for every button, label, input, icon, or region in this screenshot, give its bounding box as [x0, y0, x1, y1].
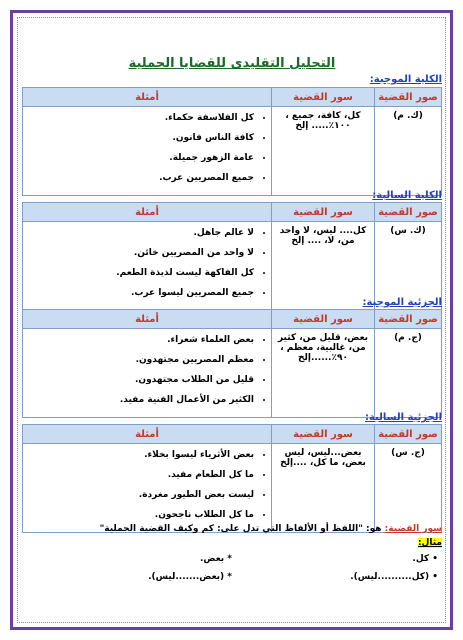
quantifier-text: كل، كافة، جميع ، ١٠٠٪..... إلخ [272, 107, 375, 196]
header-quantifier: سور القضية [272, 310, 375, 329]
example-item: • لا عالم جاهل. [26, 226, 254, 240]
document-content [22, 24, 442, 620]
example-item: • بعض الأثرياء ليسوا بخلاء. [26, 448, 254, 462]
example-item: • لا واحد من المصريين خائن. [26, 246, 254, 260]
example-item: • كل الفلاسفة حكماء. [26, 111, 254, 125]
example-item: • ما كل الطلاب ناجحون. [26, 508, 254, 522]
example-item: • جميع المصريين عرب. [26, 171, 254, 185]
quantifier-text: بعض، قليل من، كثير من، غالبية، معظم ، ٩٠٪......إلخ [272, 329, 375, 418]
form-symbol: (ك. م) [375, 107, 442, 196]
header-forms: صور القضية [375, 310, 442, 329]
example-text: (كل..........ليس). [350, 572, 430, 582]
header-forms: صور القضية [375, 425, 442, 444]
example-item: • ليست بعض الطيور مغردة. [26, 488, 254, 502]
table-universal-affirmative [22, 87, 442, 196]
header-quantifier: سور القضية [272, 88, 375, 107]
example-item: • ما كل الطعام مفيد. [26, 468, 254, 482]
example-item: • بعض العلماء شعراء. [26, 333, 254, 347]
table-particular-negative [22, 424, 442, 533]
header-quantifier: سور القضية [272, 203, 375, 222]
header-examples: أمثلة [23, 425, 272, 444]
examples-cell [23, 444, 272, 533]
header-forms: صور القضية [375, 88, 442, 107]
header-examples: أمثلة [23, 88, 272, 107]
example-title: مثال: [417, 538, 442, 548]
section-label-universal-negative: الكلية السالبة: [372, 190, 442, 201]
definition-text: هو: "اللفظ أو الألفاظ التي تدل على: كم وكيف القضية الحملية" [99, 524, 385, 534]
example-item: • كل الفاكهة ليست لذيذة الطعم. [26, 266, 254, 280]
example-item: • كافة الناس فانون. [26, 131, 254, 145]
examples-cell [23, 107, 272, 196]
section-label-particular-affirmative: الجزئية الموجبة: [362, 297, 442, 308]
header-forms: صور القضية [375, 203, 442, 222]
form-symbol: (ك. س) [375, 222, 442, 311]
example-item: * بعض. [200, 554, 232, 564]
form-symbol: (ج. م) [375, 329, 442, 418]
form-symbol: (ج. س) [375, 444, 442, 533]
examples-cell [23, 222, 272, 311]
example-item: • (كل..........ليس). [350, 572, 438, 582]
example-item: • معظم المصريين مجتهدون. [26, 353, 254, 367]
examples-cell [23, 329, 272, 418]
page-title: التحليل التقليدى للقضايا الحملية [128, 56, 336, 71]
header-examples: أمثلة [23, 310, 272, 329]
example-item: • عامة الزهور جميلة. [26, 151, 254, 165]
quantifier-text: كل.... ليس، لا واحد من، لا، .... إلخ [272, 222, 375, 311]
example-item: * (بعض.......ليس). [148, 572, 232, 582]
definition-key: سور القضية: [384, 524, 442, 534]
table-universal-negative [22, 202, 442, 311]
section-label-particular-negative: الجزئية السالبة: [364, 412, 442, 423]
quantifier-text: بعض...ليس، ليس بعض، ما كل، ....إلخ [272, 444, 375, 533]
example-item: • كل. [412, 554, 438, 564]
header-examples: أمثلة [23, 203, 272, 222]
table-particular-affirmative [22, 309, 442, 418]
example-item: • قليل من الطلاب مجتهدون. [26, 373, 254, 387]
quantifier-definition [100, 524, 442, 534]
header-quantifier: سور القضية [272, 425, 375, 444]
example-text: كل. [412, 554, 430, 564]
example-item: • الكثير من الأعمال الفنية مفيد. [26, 393, 254, 407]
section-label-universal-affirmative: الكلية الموجبة: [369, 74, 442, 85]
example-item: • جميع المصريين ليسوا عرب. [26, 286, 254, 300]
